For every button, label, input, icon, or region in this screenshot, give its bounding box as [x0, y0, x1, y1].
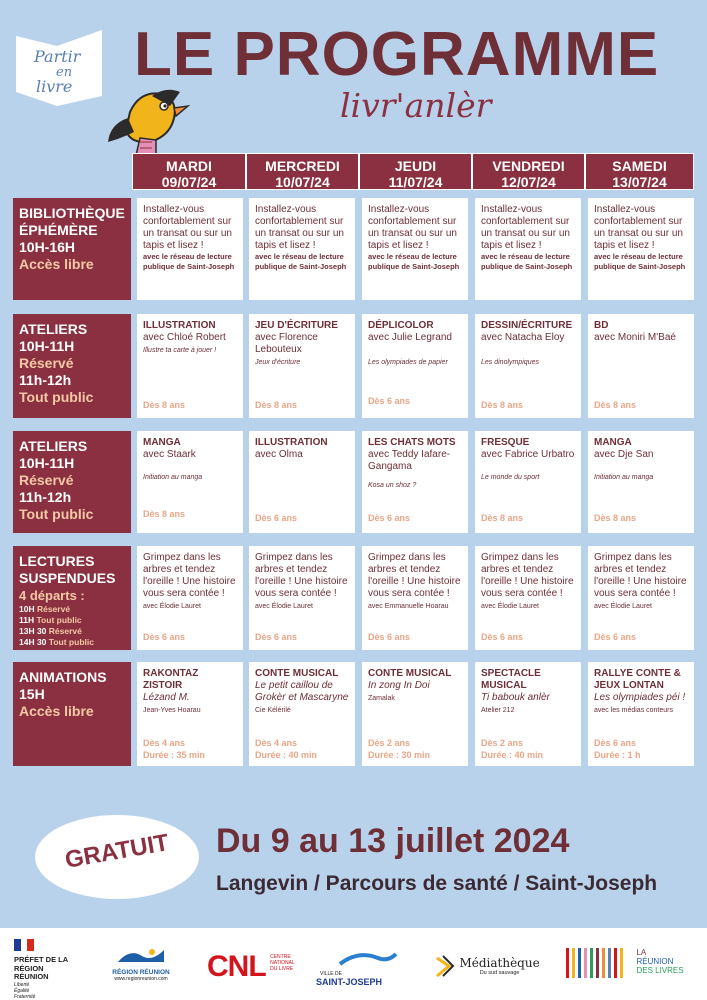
cell-animations-sat: RALLYE CONTE & JEUX LONTAN Les olympiades péi ! avec les médias conteurs Dès 6 ans Durée : 1 h [588, 662, 694, 766]
book-spines-icon [566, 948, 628, 978]
french-flag-icon [14, 939, 34, 951]
cell-bibliotheque-fri: Installez-vous confortablement sur un transat ou sur un tapis et lisez ! avec le réseau de lecture publique de Saint-Joseph [475, 198, 581, 300]
partir-en-livre-logo [12, 26, 106, 108]
prefet-logo: PRÉFET DE LA RÉGION RÉUNION Liberté Égalité Fraternité [14, 938, 84, 1000]
cell-ateliers2-wed: ILLUSTRATION avec Olma Dès 6 ans [249, 431, 355, 533]
cell-animations-wed: CONTE MUSICAL Le petit caillou de Grokèr et Mascaryne Cie Kélérilé Dès 4 ans Durée : 40 min [249, 662, 355, 766]
cell-ateliers2-fri: FRESQUE avec Fabrice Urbatro Le monde du sport Dès 8 ans [475, 431, 581, 533]
logo-text-top: Partir [34, 47, 81, 66]
partner-logos-footer [0, 928, 707, 1000]
cell-lectures-thu: Grimpez dans les arbres et tendez l'oreille ! Une histoire vous sera contée ! avec Emmanuelle Hoarau Dès 6 ans [362, 546, 468, 650]
cell-animations-thu: CONTE MUSICAL In zong In Doi Zamalak Dès 2 ans Durée : 30 min [362, 662, 468, 766]
page-subtitle: livr'anlèr [340, 86, 492, 125]
row-header-animations: ANIMATIONS 15H Accès libre [13, 662, 131, 766]
cell-lectures-sat: Grimpez dans les arbres et tendez l'oreille ! Une histoire vous sera contée ! avec Élodie Lauret Dès 6 ans [588, 546, 694, 650]
logo-text-bot: livre [36, 77, 73, 96]
gratuit-label: GRATUIT [62, 829, 171, 874]
row-header-ateliers-2: ATELIERS 10H-11H Réservé 11h-12h Tout public [13, 431, 131, 533]
day-header-saturday: SAMEDI 13/07/24 [585, 153, 694, 190]
cell-ateliers1-thu: DÉPLICOLOR avec Julie Legrand Les olympiades de papier Dès 6 ans [362, 314, 468, 418]
reunion-des-livres-logo: LA RÉUNION DES LIVRES [566, 948, 684, 978]
cell-bibliotheque-wed: Installez-vous confortablement sur un transat ou sur un tapis et lisez ! avec le réseau de lecture publique de Saint-Joseph [249, 198, 355, 300]
logo-text-mid: en [56, 65, 73, 80]
day-header-friday: VENDREDI 12/07/24 [472, 153, 585, 190]
saint-joseph-wave-icon [338, 950, 398, 966]
row-header-lectures: LECTURES SUSPENDUES 4 départs : 10H Réservé 11H Tout public 13H 30 Réservé 14H 30 Tout public [13, 546, 131, 650]
event-dates: Du 9 au 13 juillet 2024 [216, 822, 570, 860]
cell-ateliers1-fri: DESSIN/ÉCRITURE avec Natacha Eloy Les dinolympiques Dès 8 ans [475, 314, 581, 418]
cell-ateliers2-thu: LES CHATS MOTS avec Teddy Iafare-Gangama Kosa un shoz ? Dès 6 ans [362, 431, 468, 533]
mediatheque-logo: Médiathèque Du sud sauvage [435, 954, 540, 978]
region-wave-icon [116, 946, 166, 964]
saint-joseph-logo: VILLE DE SAINT-JOSEPH [316, 950, 392, 987]
cell-bibliotheque-sat: Installez-vous confortablement sur un transat ou sur un tapis et lisez ! avec le réseau de lecture publique de Saint-Joseph [588, 198, 694, 300]
row-header-ateliers-1: ATELIERS 10H-11H Réservé 11h-12h Tout public [13, 314, 131, 418]
cell-ateliers2-tue: MANGA avec Staark Initiation au manga Dès 8 ans [137, 431, 243, 533]
cell-ateliers1-sat: BD avec Moniri M'Baé Dès 8 ans [588, 314, 694, 418]
cell-ateliers2-sat: MANGA avec Dje San Initiation au manga Dès 8 ans [588, 431, 694, 533]
day-header-thursday: JEUDI 11/07/24 [359, 153, 472, 190]
cell-lectures-wed: Grimpez dans les arbres et tendez l'oreille ! Une histoire vous sera contée ! avec Élodie Lauret Dès 6 ans [249, 546, 355, 650]
cell-lectures-fri: Grimpez dans les arbres et tendez l'oreille ! Une histoire vous sera contée ! avec Élodie Lauret Dès 6 ans [475, 546, 581, 650]
cell-ateliers1-wed: JEU D'ÉCRITURE avec Florence Lebouteux Jeux d'écriture Dès 8 ans [249, 314, 355, 418]
cell-lectures-tue: Grimpez dans les arbres et tendez l'oreille ! Une histoire vous sera contée ! avec Élodie Lauret Dès 6 ans [137, 546, 243, 650]
day-header-tuesday: MARDI 09/07/24 [132, 153, 246, 190]
page-title: LE PROGRAMME [134, 20, 660, 89]
cell-animations-tue: RAKONTAZ ZISTOIR Lézand M. Jean-Yves Hoarau Dès 4 ans Durée : 35 min [137, 662, 243, 766]
mediatheque-arrow-icon [435, 954, 455, 978]
cell-ateliers1-tue: ILLUSTRATION avec Chloé Robert Illustre ta carte à jouer ! Dès 8 ans [137, 314, 243, 418]
event-location: Langevin / Parcours de santé / Saint-Joseph [216, 872, 658, 895]
row-header-bibliotheque: BIBLIOTHÈQUE ÉPHÉMÈRE 10H-16H Accès libre [13, 198, 131, 300]
cell-animations-fri: SPECTACLE MUSICAL Ti babouk anlèr Atelier 212 Dès 2 ans Durée : 40 min [475, 662, 581, 766]
cell-bibliotheque-tue: Installez-vous confortablement sur un transat ou sur un tapis et lisez ! avec le réseau de lecture publique de Saint-Joseph [137, 198, 243, 300]
day-header-wednesday: MERCREDI 10/07/24 [246, 153, 359, 190]
cnl-logo: CNL CENTRE NATIONAL DU LIVRE [207, 950, 295, 983]
cell-bibliotheque-thu: Installez-vous confortablement sur un transat ou sur un tapis et lisez ! avec le réseau de lecture publique de Saint-Joseph [362, 198, 468, 300]
region-reunion-logo: RÉGION RÉUNION www.regionreunion.com [106, 946, 176, 982]
